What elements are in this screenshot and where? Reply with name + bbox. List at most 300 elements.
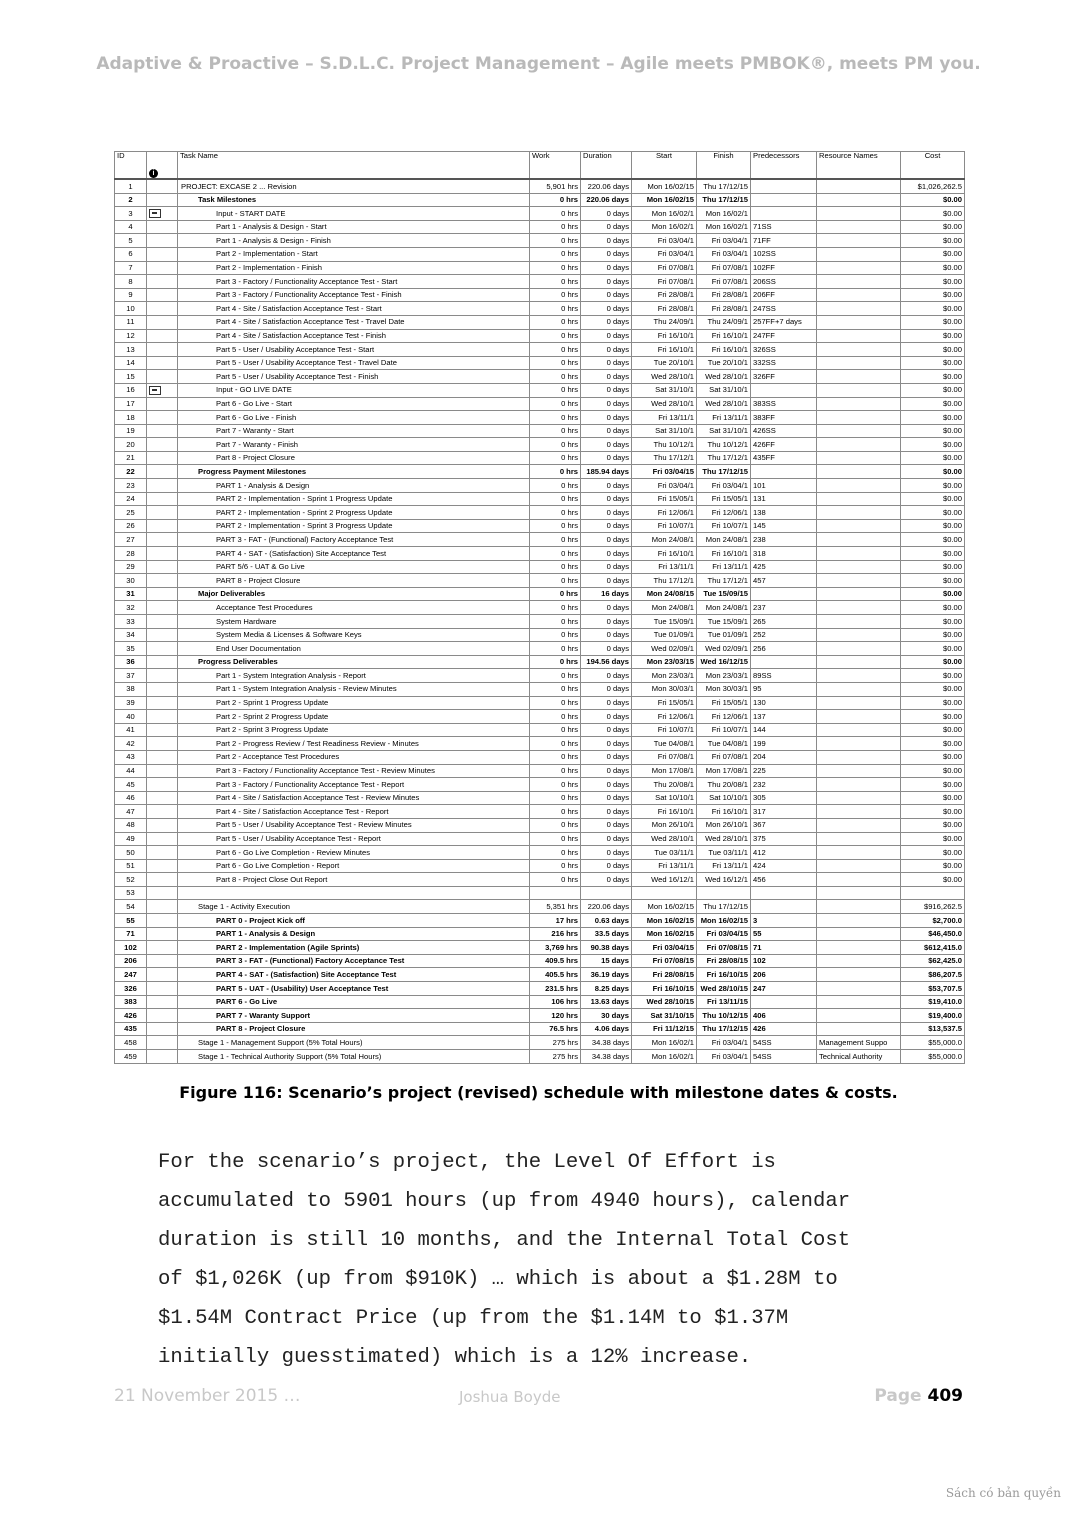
cell-cost: $0.00 [901, 846, 965, 860]
cell-duration: 0 days [581, 723, 632, 737]
cell-cost: $0.00 [901, 723, 965, 737]
cell-work: 409.5 hrs [530, 954, 581, 968]
cell-duration: 15 days [581, 954, 632, 968]
cell-finish: Fri 03/04/1 [697, 234, 751, 248]
cell-duration: 0 days [581, 234, 632, 248]
table-row [115, 750, 965, 764]
cell-resource-names [817, 288, 901, 302]
cell-cost: $0.00 [901, 682, 965, 696]
cell-resource-names [817, 533, 901, 547]
table-row [115, 560, 965, 574]
cell-finish: Thu 17/12/1 [697, 574, 751, 588]
cell-work: 0 hrs [530, 492, 581, 506]
cell-work: 0 hrs [530, 642, 581, 656]
cell-resource-names [817, 737, 901, 751]
cell-predecessors: 252 [751, 628, 817, 642]
cell-indicator [147, 1036, 178, 1050]
cell-finish: Mon 17/08/1 [697, 764, 751, 778]
cell-start: Fri 13/11/1 [632, 411, 697, 425]
cell-work: 275 hrs [530, 1036, 581, 1050]
cell-predecessors: 54SS [751, 1036, 817, 1050]
cell-cost: $0.00 [901, 329, 965, 343]
cell-indicator [147, 710, 178, 724]
cell-duration: 0 days [581, 873, 632, 887]
cell-id: 23 [115, 479, 147, 493]
cell-finish: Thu 17/12/15 [697, 179, 751, 193]
cell-work: 0 hrs [530, 193, 581, 207]
cell-duration: 0 days [581, 615, 632, 629]
cell-finish: Wed 28/10/1 [697, 370, 751, 384]
cell-task-name: Part 6 - Go Live Completion - Review Minutes [178, 846, 530, 860]
cell-cost: $916,262.5 [901, 900, 965, 914]
cell-work: 0 hrs [530, 506, 581, 520]
table-row [115, 247, 965, 261]
cell-predecessors: 144 [751, 723, 817, 737]
cell-predecessors: 131 [751, 492, 817, 506]
cell-id: 383 [115, 995, 147, 1009]
cell-finish: Tue 03/11/1 [697, 846, 751, 860]
cell-predecessors: 305 [751, 791, 817, 805]
cell-duration [581, 886, 632, 900]
cell-task-name: Part 2 - Implementation - Start [178, 247, 530, 261]
cell-cost: $0.00 [901, 601, 965, 615]
cell-predecessors: 367 [751, 818, 817, 832]
cell-indicator [147, 968, 178, 982]
cell-start: Fri 12/06/1 [632, 506, 697, 520]
col-header-start: Start [632, 152, 697, 167]
cell-work: 106 hrs [530, 995, 581, 1009]
table-row [115, 954, 965, 968]
cell-duration: 4.06 days [581, 1022, 632, 1036]
cell-indicator [147, 873, 178, 887]
cell-cost: $0.00 [901, 750, 965, 764]
cell-cost: $0.00 [901, 873, 965, 887]
cell-work: 231.5 hrs [530, 982, 581, 996]
cell-id: 32 [115, 601, 147, 615]
table-row [115, 696, 965, 710]
cell-resource-names [817, 628, 901, 642]
cell-finish: Wed 16/12/15 [697, 655, 751, 669]
cell-start: Mon 17/08/1 [632, 764, 697, 778]
cell-id: 54 [115, 900, 147, 914]
cell-finish: Tue 15/09/15 [697, 587, 751, 601]
cell-id: 21 [115, 451, 147, 465]
cell-duration: 220.06 days [581, 179, 632, 193]
cell-work: 0 hrs [530, 710, 581, 724]
cell-cost: $0.00 [901, 492, 965, 506]
cell-start: Fri 12/06/1 [632, 710, 697, 724]
cell-predecessors: 102SS [751, 247, 817, 261]
footer-date: 21 November 2015 … [114, 1386, 301, 1406]
cell-cost: $0.00 [901, 832, 965, 846]
cell-duration: 0 days [581, 411, 632, 425]
cell-indicator [147, 750, 178, 764]
cell-cost: $19,410.0 [901, 995, 965, 1009]
cell-task-name: Part 2 - Sprint 2 Progress Update [178, 710, 530, 724]
cell-cost: $53,707.5 [901, 982, 965, 996]
cell-indicator [147, 1009, 178, 1023]
cell-finish: Thu 20/08/1 [697, 778, 751, 792]
cell-indicator [147, 411, 178, 425]
cell-finish: Mon 16/02/1 [697, 220, 751, 234]
cell-cost: $2,700.0 [901, 914, 965, 928]
cell-predecessors: 206 [751, 968, 817, 982]
cell-start: Mon 23/03/1 [632, 669, 697, 683]
cell-id: 326 [115, 982, 147, 996]
table-row [115, 655, 965, 669]
table-row [115, 778, 965, 792]
cell-duration: 13.63 days [581, 995, 632, 1009]
cell-id: 42 [115, 737, 147, 751]
cell-finish: Fri 13/11/1 [697, 560, 751, 574]
cell-resource-names [817, 438, 901, 452]
cell-task-name: System Hardware [178, 615, 530, 629]
cell-cost: $0.00 [901, 764, 965, 778]
cell-work: 0 hrs [530, 601, 581, 615]
cell-duration: 0 days [581, 547, 632, 561]
cell-duration: 0 days [581, 424, 632, 438]
cell-id: 7 [115, 261, 147, 275]
table-row [115, 615, 965, 629]
cell-finish: Fri 15/05/1 [697, 492, 751, 506]
table-row [115, 383, 965, 397]
cell-task-name: Part 4 - Site / Satisfaction Acceptance Test - Review Minutes [178, 791, 530, 805]
cell-predecessors: 71FF [751, 234, 817, 248]
page-number: 409 [927, 1386, 963, 1406]
cell-duration: 0 days [581, 669, 632, 683]
cell-work: 0 hrs [530, 356, 581, 370]
cell-finish: Thu 17/12/1 [697, 451, 751, 465]
cell-cost: $0.00 [901, 560, 965, 574]
cell-indicator [147, 696, 178, 710]
cell-indicator [147, 914, 178, 928]
cell-id: 33 [115, 615, 147, 629]
cell-predecessors: 326SS [751, 343, 817, 357]
cell-cost: $0.00 [901, 737, 965, 751]
cell-resource-names [817, 778, 901, 792]
cell-resource-names [817, 601, 901, 615]
cell-duration: 36.19 days [581, 968, 632, 982]
cell-indicator [147, 601, 178, 615]
cell-task-name: Part 1 - System Integration Analysis - Report [178, 669, 530, 683]
cell-id: 41 [115, 723, 147, 737]
cell-id: 1 [115, 179, 147, 193]
cell-predecessors: 435FF [751, 451, 817, 465]
cell-cost: $0.00 [901, 411, 965, 425]
cell-cost: $55,000.0 [901, 1036, 965, 1050]
cell-resource-names [817, 547, 901, 561]
cell-start: Fri 11/12/15 [632, 1022, 697, 1036]
cell-cost: $0.00 [901, 288, 965, 302]
cell-resource-names [817, 764, 901, 778]
cell-id: 2 [115, 193, 147, 207]
cell-resource-names [817, 506, 901, 520]
cell-indicator [147, 234, 178, 248]
cell-start: Tue 01/09/1 [632, 628, 697, 642]
cell-resource-names [817, 1022, 901, 1036]
cell-task-name: PART 5 - UAT - (Usability) User Acceptance Test [178, 982, 530, 996]
cell-start: Mon 16/02/1 [632, 220, 697, 234]
cell-id: 247 [115, 968, 147, 982]
cell-duration: 0 days [581, 682, 632, 696]
cell-cost: $0.00 [901, 356, 965, 370]
cell-resource-names [817, 207, 901, 221]
cell-start: Mon 24/08/1 [632, 533, 697, 547]
table-row [115, 968, 965, 982]
cell-task-name: PART 8 - Project Closure [178, 574, 530, 588]
constraint-icon [149, 209, 161, 218]
cell-resource-names [817, 519, 901, 533]
col-header-indicator [147, 152, 178, 167]
cell-resource-names [817, 383, 901, 397]
cell-cost: $0.00 [901, 370, 965, 384]
body-line: initially guesstimated) which is a 12% increase. [158, 1346, 752, 1369]
cell-predecessors: 89SS [751, 669, 817, 683]
table-row [115, 329, 965, 343]
table-row [115, 900, 965, 914]
cell-start: Thu 20/08/1 [632, 778, 697, 792]
table-row [115, 302, 965, 316]
body-line: duration is still 10 months, and the Internal Total Cost [158, 1229, 851, 1252]
cell-start: Fri 03/04/1 [632, 234, 697, 248]
cell-predecessors: 71 [751, 941, 817, 955]
cell-work: 405.5 hrs [530, 968, 581, 982]
cell-finish: Fri 12/06/1 [697, 710, 751, 724]
cell-finish: Thu 17/12/15 [697, 193, 751, 207]
cell-start: Fri 03/04/15 [632, 465, 697, 479]
cell-predecessors: 257FF+7 days [751, 315, 817, 329]
cell-predecessors: 3 [751, 914, 817, 928]
cell-duration: 0 days [581, 329, 632, 343]
cell-start: Fri 13/11/1 [632, 560, 697, 574]
cell-predecessors: 54SS [751, 1050, 817, 1064]
cell-start: Sat 31/10/1 [632, 383, 697, 397]
cell-finish: Fri 16/10/1 [697, 329, 751, 343]
cell-resource-names: Technical Authority [817, 1050, 901, 1064]
cell-id: 53 [115, 886, 147, 900]
table-row [115, 941, 965, 955]
cell-duration: 0 days [581, 574, 632, 588]
cell-resource-names [817, 927, 901, 941]
cell-cost: $0.00 [901, 193, 965, 207]
footer-page [874, 1386, 963, 1406]
cell-task-name: Part 4 - Site / Satisfaction Acceptance Test - Start [178, 302, 530, 316]
cell-task-name: Input - GO LIVE DATE [178, 383, 530, 397]
cell-work: 0 hrs [530, 438, 581, 452]
cell-resource-names [817, 193, 901, 207]
cell-id: 22 [115, 465, 147, 479]
page-label: Page [874, 1386, 922, 1406]
cell-start [632, 886, 697, 900]
cell-start: Tue 04/08/1 [632, 737, 697, 751]
cell-duration: 0 days [581, 220, 632, 234]
cell-id: 4 [115, 220, 147, 234]
cell-predecessors: 145 [751, 519, 817, 533]
cell-work: 0 hrs [530, 615, 581, 629]
cell-finish: Fri 16/10/15 [697, 968, 751, 982]
cell-cost: $0.00 [901, 710, 965, 724]
cell-work: 5,351 hrs [530, 900, 581, 914]
cell-predecessors: 265 [751, 615, 817, 629]
cell-cost: $0.00 [901, 669, 965, 683]
cell-work: 0 hrs [530, 465, 581, 479]
cell-work: 76.5 hrs [530, 1022, 581, 1036]
cell-work: 0 hrs [530, 234, 581, 248]
body-line: For the scenario’s project, the Level Of Effort is [158, 1151, 776, 1174]
cell-cost: $55,000.0 [901, 1050, 965, 1064]
cell-id: 20 [115, 438, 147, 452]
cell-finish: Wed 28/10/1 [697, 397, 751, 411]
cell-resource-names [817, 995, 901, 1009]
cell-resource-names [817, 968, 901, 982]
table-row [115, 859, 965, 873]
cell-finish: Fri 15/05/1 [697, 696, 751, 710]
cell-resource-names: Management Suppo [817, 1036, 901, 1050]
cell-resource-names [817, 832, 901, 846]
table-row [115, 1050, 965, 1064]
cell-indicator [147, 288, 178, 302]
cell-task-name: Part 6 - Go Live Completion - Report [178, 859, 530, 873]
table-row [115, 397, 965, 411]
table-row [115, 791, 965, 805]
cell-finish: Mon 23/03/1 [697, 669, 751, 683]
table-row [115, 601, 965, 615]
cell-id: 40 [115, 710, 147, 724]
cell-task-name: PART 2 - Implementation (Agile Sprints) [178, 941, 530, 955]
cell-work: 0 hrs [530, 818, 581, 832]
cell-resource-names [817, 343, 901, 357]
cell-cost: $0.00 [901, 302, 965, 316]
cell-predecessors: 204 [751, 750, 817, 764]
cell-work: 0 hrs [530, 669, 581, 683]
cell-predecessors: 138 [751, 506, 817, 520]
cell-id: 10 [115, 302, 147, 316]
cell-cost: $0.00 [901, 506, 965, 520]
cell-start: Fri 07/08/1 [632, 261, 697, 275]
cell-id: 31 [115, 587, 147, 601]
cell-predecessors: 206SS [751, 275, 817, 289]
cell-work: 0 hrs [530, 519, 581, 533]
cell-cost: $13,537.5 [901, 1022, 965, 1036]
cell-work: 216 hrs [530, 927, 581, 941]
cell-finish: Thu 17/12/15 [697, 1022, 751, 1036]
cell-task-name: Part 3 - Factory / Functionality Acceptance Test - Review Minutes [178, 764, 530, 778]
cell-id: 48 [115, 818, 147, 832]
cell-id: 16 [115, 383, 147, 397]
cell-cost [901, 886, 965, 900]
cell-task-name: System Media & Licenses & Software Keys [178, 628, 530, 642]
cell-resource-names [817, 234, 901, 248]
cell-id: 8 [115, 275, 147, 289]
cell-task-name: Part 6 - Go Live - Start [178, 397, 530, 411]
cell-id: 102 [115, 941, 147, 955]
cell-work: 0 hrs [530, 737, 581, 751]
cell-task-name: PART 0 - Project Kick off [178, 914, 530, 928]
cell-task-name: Acceptance Test Procedures [178, 601, 530, 615]
cell-start: Thu 17/12/1 [632, 451, 697, 465]
cell-predecessors: 247 [751, 982, 817, 996]
cell-cost: $1,026,262.5 [901, 179, 965, 193]
cell-resource-names [817, 1009, 901, 1023]
cell-id: 55 [115, 914, 147, 928]
cell-indicator [147, 329, 178, 343]
cell-id: 28 [115, 547, 147, 561]
constraint-icon [149, 386, 161, 395]
cell-resource-names [817, 642, 901, 656]
cell-task-name: Part 1 - System Integration Analysis - Review Minutes [178, 682, 530, 696]
cell-start: Mon 16/02/1 [632, 1050, 697, 1064]
cell-indicator [147, 506, 178, 520]
cell-finish: Fri 03/04/1 [697, 479, 751, 493]
table-row [115, 587, 965, 601]
cell-predecessors: 457 [751, 574, 817, 588]
cell-id: 426 [115, 1009, 147, 1023]
cell-predecessors [751, 655, 817, 669]
cell-finish: Fri 03/04/1 [697, 1036, 751, 1050]
cell-id: 13 [115, 343, 147, 357]
cell-predecessors: 425 [751, 560, 817, 574]
cell-task-name: Part 5 - User / Usability Acceptance Test - Start [178, 343, 530, 357]
cell-finish: Wed 16/12/1 [697, 873, 751, 887]
cell-work: 0 hrs [530, 220, 581, 234]
cell-task-name: PART 7 - Waranty Support [178, 1009, 530, 1023]
cell-id: 5 [115, 234, 147, 248]
cell-finish: Fri 16/10/1 [697, 547, 751, 561]
cell-indicator [147, 832, 178, 846]
cell-duration: 0 days [581, 383, 632, 397]
cell-task-name: Part 5 - User / Usability Acceptance Test - Travel Date [178, 356, 530, 370]
cell-start: Fri 03/04/1 [632, 479, 697, 493]
cell-finish [697, 886, 751, 900]
cell-resource-names [817, 179, 901, 193]
cell-finish: Thu 24/09/1 [697, 315, 751, 329]
cell-task-name: PART 5/6 - UAT & Go Live [178, 560, 530, 574]
col-header-finish: Finish [697, 152, 751, 167]
table-row [115, 220, 965, 234]
cell-resource-names [817, 846, 901, 860]
cell-id: 43 [115, 750, 147, 764]
cell-duration: 0 days [581, 451, 632, 465]
table-row [115, 547, 965, 561]
table-row [115, 193, 965, 207]
cell-resource-names [817, 818, 901, 832]
table-row [115, 411, 965, 425]
cell-indicator [147, 356, 178, 370]
col-header-cost: Cost [901, 152, 965, 167]
cell-cost: $46,450.0 [901, 927, 965, 941]
cell-task-name: Part 8 - Project Closure [178, 451, 530, 465]
cell-indicator [147, 424, 178, 438]
cell-finish: Fri 07/08/1 [697, 275, 751, 289]
cell-task-name: Part 5 - User / Usability Acceptance Test - Report [178, 832, 530, 846]
cell-start: Sat 31/10/15 [632, 1009, 697, 1023]
cell-task-name: PART 3 - FAT - (Functional) Factory Acceptance Test [178, 954, 530, 968]
cell-cost: $0.00 [901, 547, 965, 561]
cell-resource-names [817, 275, 901, 289]
table-row [115, 927, 965, 941]
cell-start: Fri 16/10/1 [632, 329, 697, 343]
cell-id: 35 [115, 642, 147, 656]
col-header-task-name: Task Name [178, 152, 530, 167]
cell-indicator [147, 642, 178, 656]
cell-id: 49 [115, 832, 147, 846]
cell-indicator [147, 737, 178, 751]
cell-id: 12 [115, 329, 147, 343]
cell-predecessors [751, 383, 817, 397]
cell-start: Mon 16/02/15 [632, 900, 697, 914]
cell-duration: 34.38 days [581, 1050, 632, 1064]
cell-indicator [147, 723, 178, 737]
